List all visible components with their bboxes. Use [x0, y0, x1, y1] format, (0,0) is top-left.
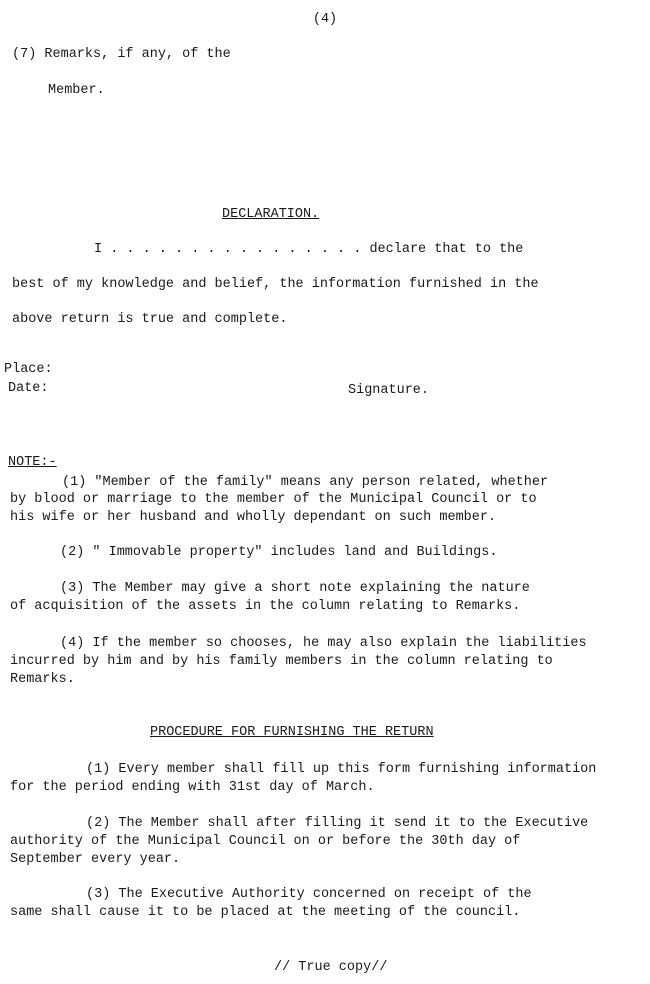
procedure-1-line-2: for the period ending with 31st day of March.	[10, 780, 375, 795]
note-4-line-2: incurred by him and by his family members in the column relating to	[10, 654, 553, 669]
note-3-line-2: of acquisition of the assets in the column relating to Remarks.	[10, 599, 521, 614]
true-copy-footer: // True copy//	[274, 960, 388, 975]
declaration-heading: DECLARATION.	[222, 207, 320, 222]
declaration-line-2: best of my knowledge and belief, the information furnished in the	[12, 277, 539, 292]
page-number: (4)	[312, 12, 338, 27]
note-1-line-3: his wife or her husband and wholly dependant on such member.	[10, 510, 497, 525]
procedure-2-line-1: (2) The Member shall after filling it send it to the Executive	[86, 816, 589, 831]
note-4-line-3: Remarks.	[10, 672, 75, 687]
note-1-line-2: by blood or marriage to the member of the Municipal Council or to	[10, 492, 537, 507]
signature-label: Signature.	[348, 383, 430, 398]
procedure-heading: PROCEDURE FOR FURNISHING THE RETURN	[150, 725, 434, 740]
procedure-3-line-2: same shall cause it to be placed at the meeting of the council.	[10, 905, 521, 920]
procedure-3-line-1: (3) The Executive Authority concerned on receipt of the	[86, 887, 532, 902]
procedure-2-line-3: September every year.	[10, 852, 181, 867]
procedure-2-line-2: authority of the Municipal Council on or before the 30th day of	[10, 834, 521, 849]
declaration-line-3: above return is true and complete.	[12, 312, 288, 327]
note-heading: NOTE:-	[8, 455, 57, 470]
note-1-line-1: (1) "Member of the family" means any person related, whether	[62, 475, 549, 490]
date-label: Date:	[8, 381, 49, 396]
declaration-line-1: I . . . . . . . . . . . . . . . . declare that to the	[94, 242, 524, 257]
place-label: Place:	[4, 362, 53, 377]
note-4-line-1: (4) If the member so chooses, he may also explain the liabilities	[60, 636, 587, 651]
remarks-line-1: (7) Remarks, if any, of the	[12, 47, 231, 62]
procedure-1-line-1: (1) Every member shall fill up this form furnishing information	[86, 762, 597, 777]
remarks-line-2: Member.	[48, 83, 105, 98]
note-3-line-1: (3) The Member may give a short note explaining the nature	[60, 581, 530, 596]
note-2: (2) " Immovable property" includes land and Buildings.	[60, 545, 498, 560]
